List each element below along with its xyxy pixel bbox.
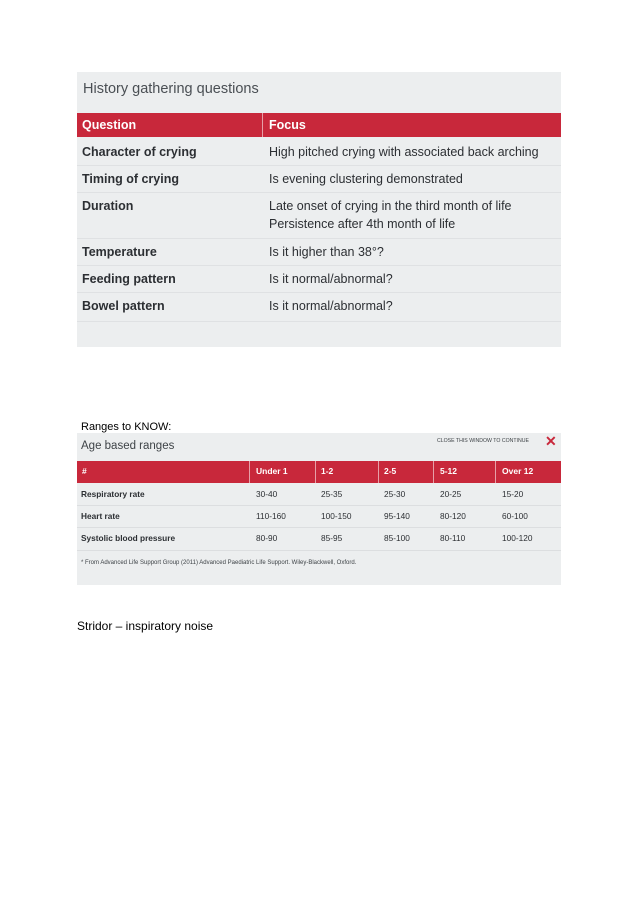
- col-1-2-header: 1-2: [321, 466, 334, 476]
- range-cell: 20-25: [440, 489, 462, 499]
- col-focus-header: Focus: [269, 118, 306, 132]
- row-divider: [77, 292, 561, 293]
- close-x-icon[interactable]: ✕: [545, 433, 557, 449]
- header-divider: [315, 461, 316, 483]
- row-divider: [77, 265, 561, 266]
- range-cell: 80-120: [440, 511, 466, 521]
- history-header-row: [77, 113, 561, 137]
- col-2-5-header: 2-5: [384, 466, 397, 476]
- range-cell: 95-140: [384, 511, 410, 521]
- range-cell: 30-40: [256, 489, 278, 499]
- col-hash-header: #: [82, 466, 87, 476]
- header-divider: [378, 461, 379, 483]
- range-cell: 85-95: [321, 533, 343, 543]
- focus-cell: Is evening clustering demonstrated: [269, 172, 463, 186]
- focus-cell: Late onset of crying in the third month of life: [269, 199, 512, 213]
- col-question-header: Question: [82, 118, 137, 132]
- focus-cell: High pitched crying with associated back arching: [269, 145, 539, 159]
- row-label: Systolic blood pressure: [81, 533, 176, 543]
- row-divider: [77, 321, 561, 322]
- focus-cell: Persistence after 4th month of life: [269, 217, 456, 231]
- question-cell: Feeding pattern: [82, 272, 176, 286]
- row-divider: [77, 238, 561, 239]
- col-under1-header: Under 1: [256, 466, 288, 476]
- source-footnote: * From Advanced Life Support Group (2011) Advanced Paediatric Life Support. Wiley-Blackwell, Oxford.: [81, 560, 357, 566]
- focus-cell: Is it normal/abnormal?: [269, 299, 393, 313]
- question-cell: Bowel pattern: [82, 299, 165, 313]
- age-header-row: [77, 461, 561, 483]
- row-divider: [77, 527, 561, 528]
- row-divider: [77, 165, 561, 166]
- range-cell: 85-100: [384, 533, 410, 543]
- range-cell: 60-100: [502, 511, 528, 521]
- stridor-note: Stridor – inspiratory noise: [77, 619, 214, 633]
- row-divider: [77, 550, 561, 551]
- question-cell: Timing of crying: [82, 172, 179, 186]
- col-5-12-header: 5-12: [440, 466, 458, 476]
- row-divider: [77, 192, 561, 193]
- header-divider: [249, 461, 250, 483]
- row-label: Respiratory rate: [81, 489, 145, 499]
- age-ranges-image: [77, 433, 561, 585]
- range-cell: 80-110: [440, 533, 466, 543]
- range-cell: 25-35: [321, 489, 343, 499]
- ranges-caption: Ranges to KNOW:: [81, 421, 172, 433]
- question-cell: Temperature: [82, 245, 157, 259]
- focus-cell: Is it higher than 38°?: [269, 245, 384, 259]
- range-cell: 15-20: [502, 489, 524, 499]
- range-cell: 100-150: [321, 511, 352, 521]
- history-title: History gathering questions: [83, 81, 259, 97]
- range-cell: 110-160: [256, 511, 286, 521]
- history-questions-image: [77, 72, 561, 347]
- row-divider: [77, 505, 561, 506]
- row-label: Heart rate: [81, 511, 120, 521]
- range-cell: 100-120: [502, 533, 533, 543]
- focus-cell: Is it normal/abnormal?: [269, 272, 393, 286]
- header-divider: [495, 461, 496, 483]
- col-over12-header: Over 12: [502, 466, 534, 476]
- age-ranges-title: Age based ranges: [81, 440, 175, 452]
- question-cell: Duration: [82, 199, 134, 213]
- range-cell: 25-30: [384, 489, 406, 499]
- header-divider: [262, 113, 263, 137]
- close-window-link[interactable]: CLOSE THIS WINDOW TO CONTINUE: [437, 438, 529, 444]
- range-cell: 80-90: [256, 533, 278, 543]
- question-cell: Character of crying: [82, 145, 197, 159]
- header-divider: [433, 461, 434, 483]
